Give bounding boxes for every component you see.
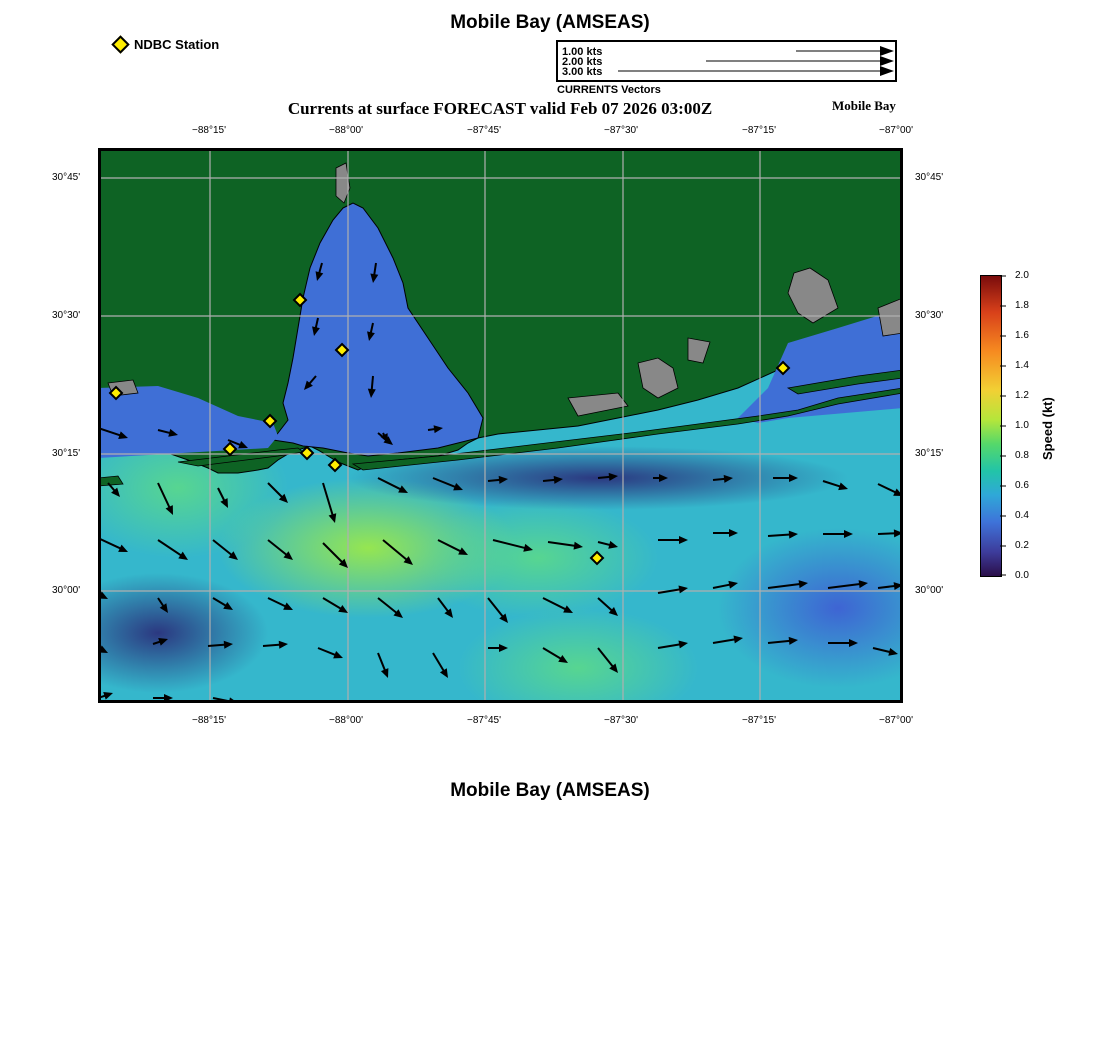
- footer-title: Mobile Bay (AMSEAS): [450, 780, 650, 801]
- vector-key: [556, 40, 897, 82]
- colorbar-tick: 0.0: [1015, 570, 1029, 581]
- colorbar-ticks: [1000, 275, 1010, 577]
- colorbar-tick: 0.2: [1015, 540, 1029, 551]
- station-diamond-icon: [111, 35, 129, 53]
- colorbar-tick: 2.0: [1015, 270, 1029, 281]
- map-region-label: Mobile Bay: [832, 98, 896, 113]
- lat-tick-left: 30°45': [52, 172, 81, 183]
- lon-tick-top: −88°00': [329, 125, 363, 136]
- lat-tick-right: 30°30': [915, 310, 944, 321]
- colorbar-axis-label: Speed (kt): [1040, 397, 1055, 460]
- lat-tick-left: 30°00': [52, 585, 81, 596]
- colorbar-tick: 1.4: [1015, 360, 1029, 371]
- lat-tick-right: 30°15': [915, 448, 944, 459]
- station-legend-label: NDBC Station: [134, 37, 220, 52]
- lat-tick-right: 30°45': [915, 172, 944, 183]
- colorbar-tick: 1.2: [1015, 390, 1029, 401]
- speed-colorbar: [980, 275, 1002, 577]
- colorbar-tick: 1.6: [1015, 330, 1029, 341]
- colorbar-tick: 0.4: [1015, 510, 1029, 521]
- lat-tick-left: 30°15': [52, 448, 81, 459]
- station-legend: [114, 37, 219, 52]
- colorbar-tick: 0.6: [1015, 480, 1029, 491]
- lon-tick-bottom: −87°45': [467, 715, 501, 726]
- map-title: Currents at surface FORECAST valid Feb 07 2026 03:00Z: [287, 99, 713, 118]
- colorbar-tick: 1.8: [1015, 300, 1029, 311]
- vector-key-arrows: [558, 42, 895, 80]
- colorbar-tick: 0.8: [1015, 450, 1029, 461]
- lon-tick-bottom: −88°00': [329, 715, 363, 726]
- lon-tick-top: −87°15': [742, 125, 776, 136]
- page-title: Mobile Bay (AMSEAS): [450, 12, 650, 33]
- current-map: [98, 148, 903, 703]
- colorbar-tick: 1.0: [1015, 420, 1029, 431]
- lon-tick-bottom: −87°00': [879, 715, 913, 726]
- vector-key-caption: CURRENTS Vectors: [557, 84, 661, 96]
- lon-tick-bottom: −87°30': [604, 715, 638, 726]
- lon-tick-bottom: −88°15': [192, 715, 226, 726]
- lon-tick-top: −87°00': [879, 125, 913, 136]
- lat-tick-right: 30°00': [915, 585, 944, 596]
- lat-tick-left: 30°30': [52, 310, 81, 321]
- vector-key-label-2: 2.00 kts: [562, 56, 603, 68]
- lon-tick-bottom: −87°15': [742, 715, 776, 726]
- lon-tick-top: −88°15': [192, 125, 226, 136]
- vector-key-label-3: 3.00 kts: [562, 66, 603, 78]
- speed-patch: [418, 498, 658, 618]
- vector-key-label-1: 1.00 kts: [562, 46, 603, 58]
- lon-tick-top: −87°30': [604, 125, 638, 136]
- lon-tick-top: −87°45': [467, 125, 501, 136]
